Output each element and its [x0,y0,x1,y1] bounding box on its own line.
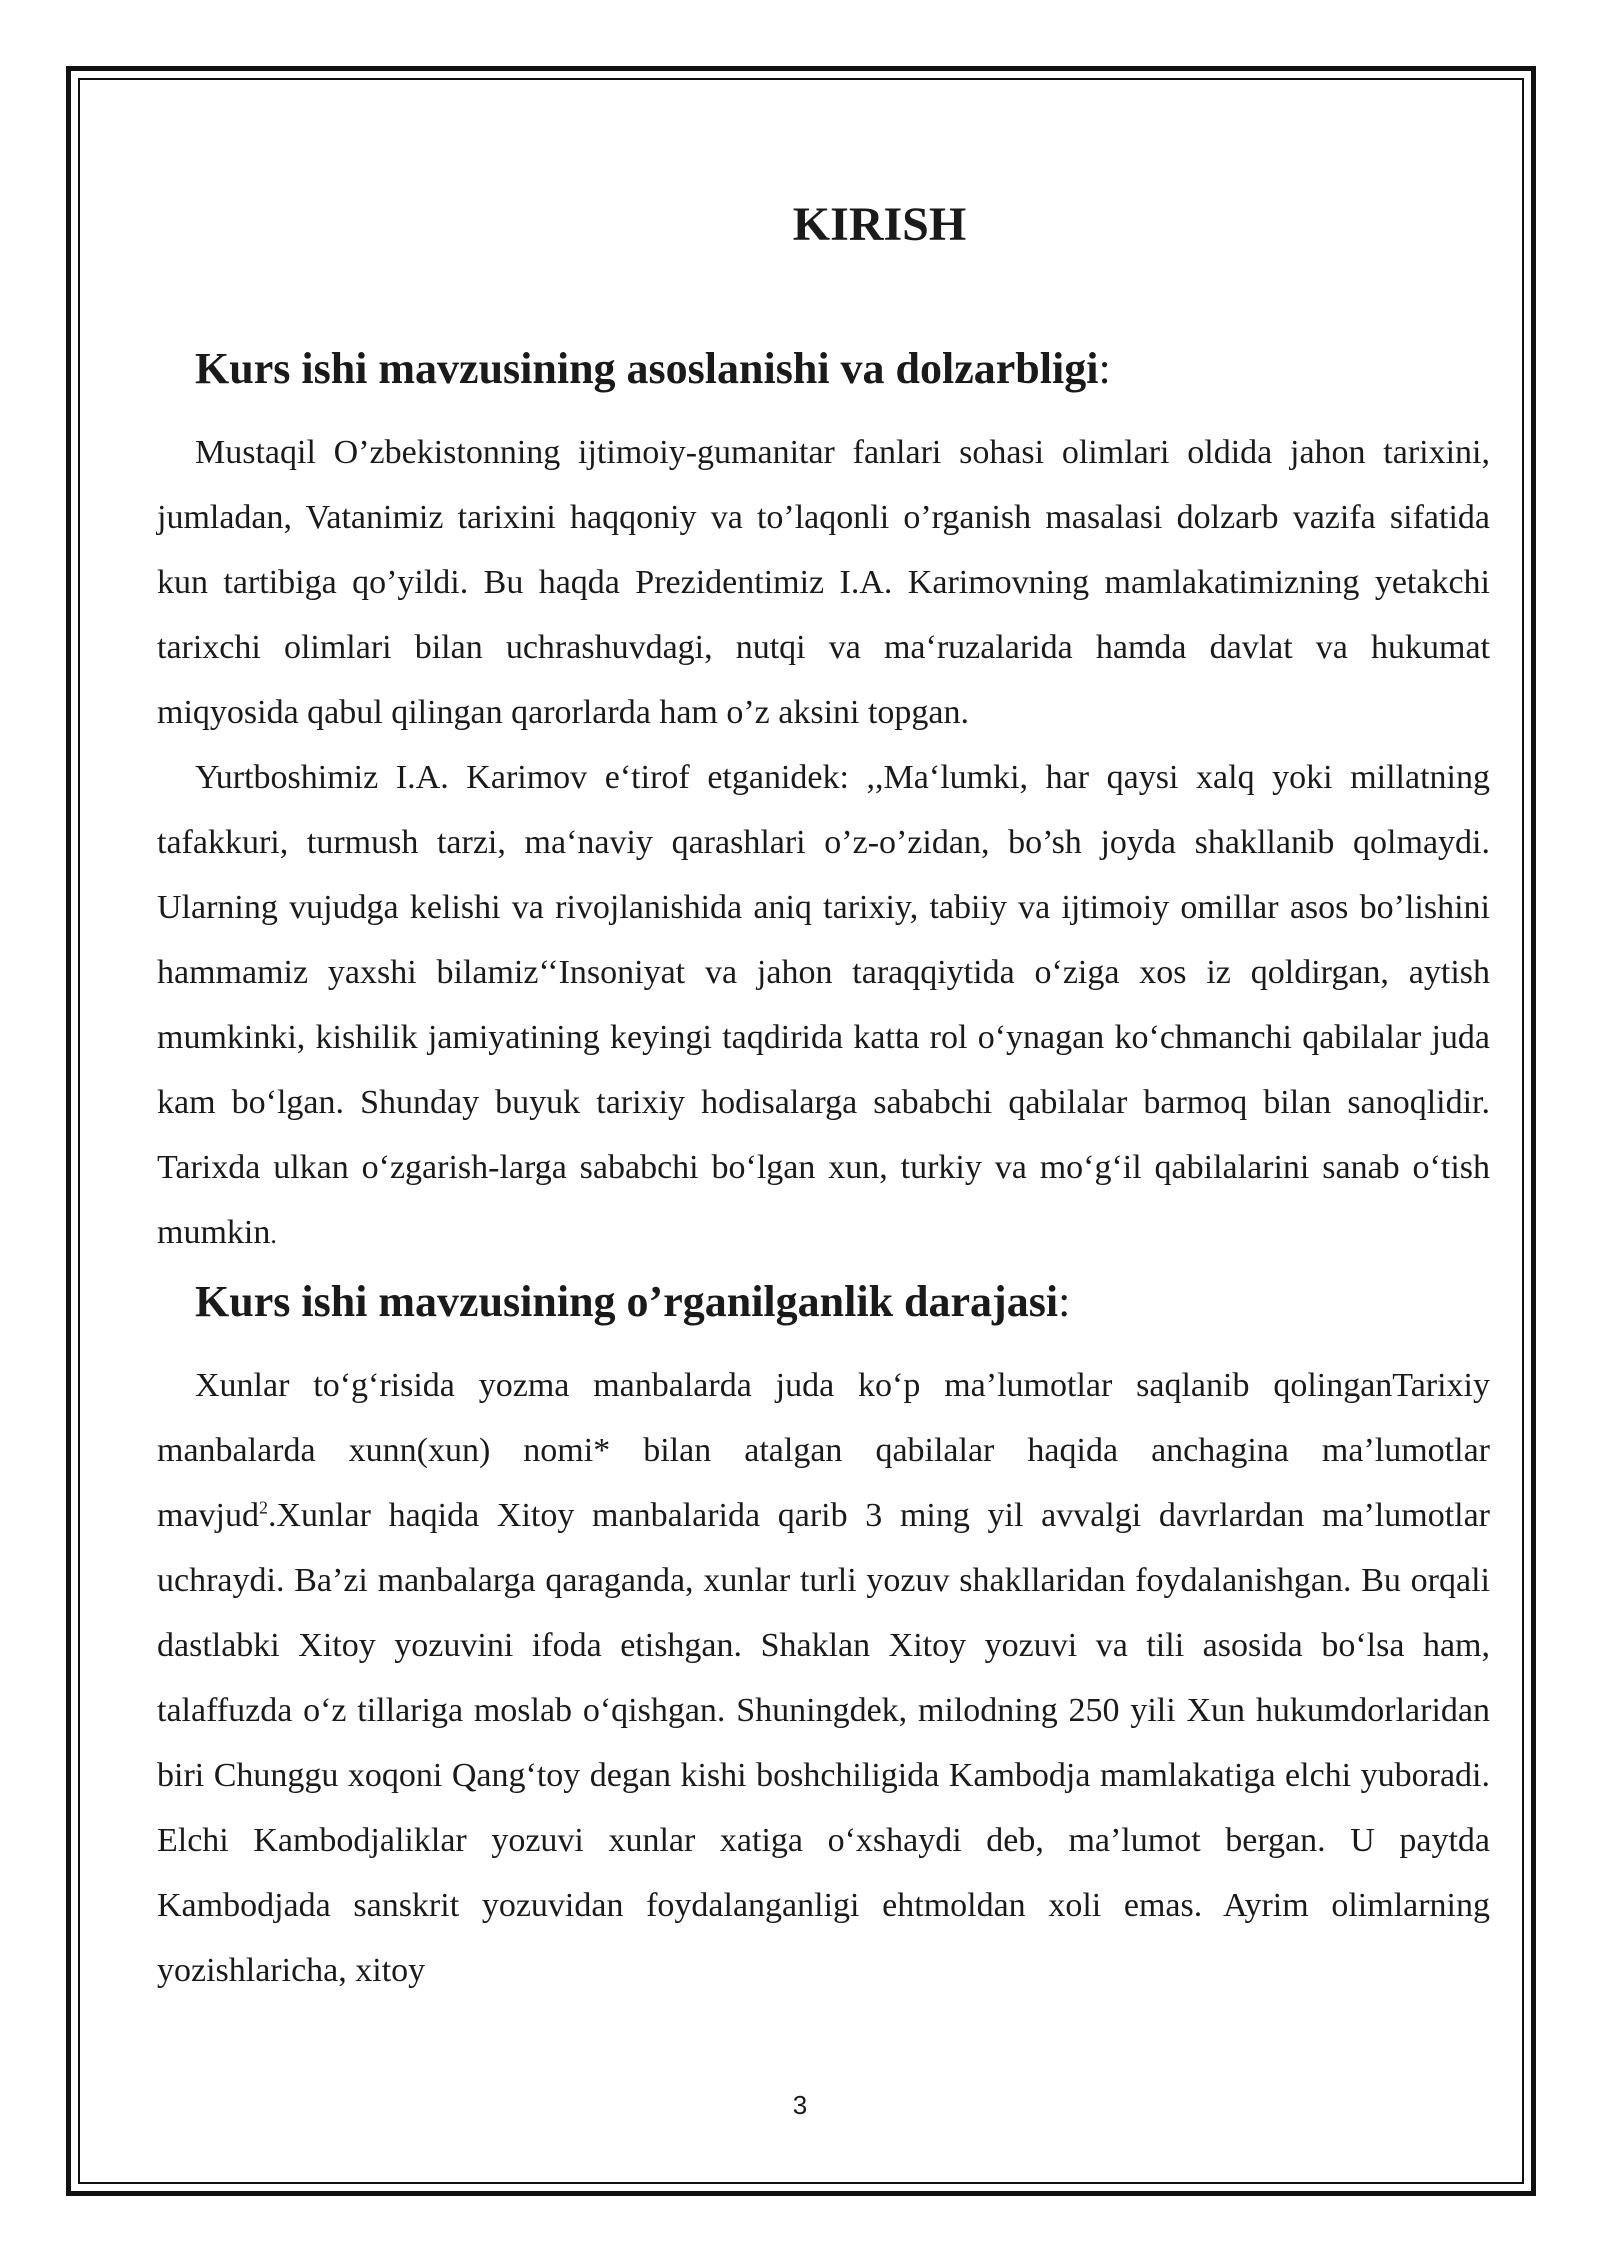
section-heading-text: Kurs ishi mavzusining o’rganilganlik darajasi [195,1277,1059,1326]
paragraph-end-dot: . [270,1220,277,1249]
footnote-reference[interactable]: 2 [258,1497,268,1518]
paragraph-text: .Xunlar haqida Xitoy manbalarida qarib 3 ming yil avvalgi davrlardan ma’lumotlar uchraydi. Ba’zi manbalarga qaraganda, xunlar turli yozuv shakllaridan foydalanishgan. Bu orqali dastlabki Xitoy yozuvini ifoda etishgan. Shaklan Xitoy yozuvi va tili asosida bo‘lsa ham, talaffuzda o‘z tillariga moslab o‘qishgan. Shuningdek, milodning 250 yili Xun hukumdorlaridan biri Chunggu xoqoni Qang‘toy degan kishi boshchiligida Kambodja mamlakatiga elchi yuboradi. Elchi Kambodjaliklar yozuvi xunlar xatiga o‘xshaydi deb, ma’lumot bergan. U paytda Kambodjada sanskrit yozuvidan foydalanganligi ehtmoldan xoli emas. Ayrim olimlarning yozishlaricha, xitoy [157,1497,1490,1989]
page-number: 3 [792,2090,808,2120]
paragraph-text: Xunlar to‘g‘risida yozma manbalarda juda ko‘p ma’lumotlar saqlanib qolinganTarixiy manbalarda xunn(xun) nomi* bilan atalgan qabilalar haqida anchagina ma’lumotlar mavjud [157,1367,1490,1534]
paragraph: Mustaqil O’zbekistonning ijtimoiy-gumanitar fanlari sohasi olimlari oldida jahon tarixini, jumladan, Vatanimiz tarixini haqqoniy va to’laqonli o’rganish masalasi dolzarb vazifa sifatida kun tartibiga qo’yildi. Bu haqda Prezidentimiz I.A. Karimovning mamlakatimizning yetakchi tarixchi olimlari bilan uchrashuvdagi, nutqi va ma‘ruzalarida hamda davlat va hukumat miqyosida qabul qilingan qarorlarda ham o’z aksini topgan. [157,434,1490,731]
section-heading-relevance [195,334,1490,404]
paragraph [157,1353,1490,2003]
paragraph [157,745,1490,1267]
paragraph-text: Yurtboshimiz I.A. Karimov e‘tirof etganidek: ,,Ma‘lumki, har qaysi xalq yoki millatning tafakkuri, turmush tarzi, ma‘naviy qarashlari o’z-o’zidan, bo’sh joyda shakllanib qolmaydi. Ularning vujudga kelishi va rivojlanishida aniq tarixiy, tabiiy va ijtimoiy omillar asos bo’lishini hammamiz yaxshi bilamiz‘‘Insoniyat va jahon taraqqiytida o‘ziga xos iz qoldirgan, aytish mumkinki, kishilik jamiyatining keyingi taqdirida katta rol o‘ynagan ko‘chmanchi qabilalar juda kam bo‘lgan. Shunday buyuk tarixiy hodisalarga sababchi qabilalar barmoq bilan sanoqlidir. Tarixda ulkan o‘zgarish-larga sababchi bo‘lgan xun, turkiy va mo‘g‘il qabilalarini sanab o‘tish mumkin [157,759,1490,1251]
section-heading-text: Kurs ishi mavzusining asoslanishi va dolzarbligi [195,344,1099,393]
heading-colon: : [1098,344,1111,393]
document-body [157,190,1490,2003]
heading-colon: : [1058,1277,1071,1326]
document-title: KIRISH [792,198,967,251]
section-heading-study-level [195,1267,1490,1337]
